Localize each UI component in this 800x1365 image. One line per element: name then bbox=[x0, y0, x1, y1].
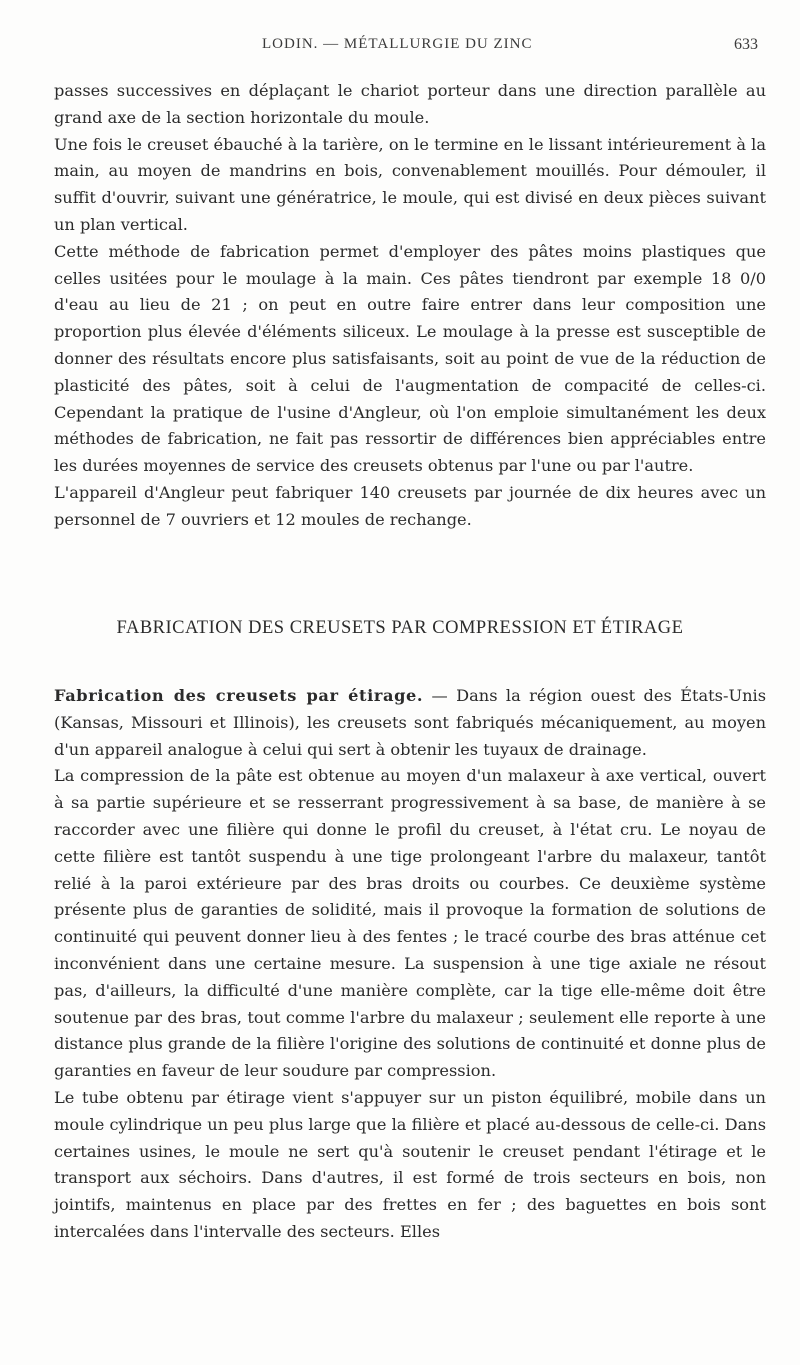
paragraph-runin bbox=[54, 683, 766, 763]
paragraph: La compression de la pâte est obtenue au moyen d'un malaxeur à axe vertical, ouvert à sa partie supérieure et se resserrant progressivement à sa base, de manière à se raccorder avec une filière qui donne le profil du creuset, à l'état cru. Le noyau de cette filière est tantôt suspendu à une tige prolongeant l'arbre du malaxeur, tantôt relié à la paroi extérieure par des bras droits ou courbes. Ce deuxième système présente plus de garanties de solidité, mais il provoque la formation de solutions de continuité qui peuvent donner lieu à des fentes ; le tracé courbe des bras atténue cet inconvénient dans une certaine mesure. La suspension à une tige axiale ne résout pas, d'ailleurs, la difficulté d'une manière complète, car la tige elle-même doit être soutenue par des bras, tout comme l'arbre du malaxeur ; seulement elle reporte à une distance plus grande de la filière l'origine des solutions de continuité et donne plus de garanties en faveur de leur soudure par compression. bbox=[54, 766, 766, 1081]
section-heading: FABRICATION DES CREUSETS PAR COMPRESSION ET ÉTIRAGE bbox=[116, 618, 684, 638]
running-header bbox=[0, 36, 800, 60]
paragraph: L'appareil d'Angleur peut fabriquer 140 creusets par journée de dix heures avec un personnel de 7 ouvriers et 12 moules de rechange. bbox=[54, 482, 766, 529]
paragraph: Le tube obtenu par étirage vient s'appuyer sur un piston équilibré, mobile dans un moule cylindrique un peu plus large que la filière et placé au-dessous de celle-ci. Dans certaines usines, le moule ne sert qu'à soutenir le creuset pendant l'étirage et le transport aux séchoirs. Dans d'autres, il est formé de trois secteurs en bois, non jointifs, maintenus en place par des frettes en fer ; des baguettes en bois sont intercalées dans l'intervalle des secteurs. Elles bbox=[54, 1087, 766, 1241]
body-text-top bbox=[54, 78, 766, 534]
paragraph-continuation: passes successives en déplaçant le chariot porteur dans une direction parallèle au grand axe de la section horizontale du moule. bbox=[54, 81, 766, 127]
runin-text: — Dans la région ouest des États-Unis (Kansas, Missouri et Illinois), les creusets sont fabriqués mécaniquement, au moyen d'un appareil analogue à celui qui sert à obtenir les tuyaux de drainage. bbox=[54, 686, 767, 759]
paragraph: Une fois le creuset ébauché à la tarière, on le termine en le lissant intérieurement à la main, au moyen de mandrins en bois, convenablement mouillés. Pour démouler, il suffit d'ouvrir, suivant une génératrice, le moule, qui est divisé en deux pièces suivant un plan vertical. bbox=[54, 134, 766, 234]
body-text-bottom bbox=[54, 683, 766, 1246]
runin-heading: Fabrication des creusets par étirage. bbox=[54, 686, 424, 705]
running-header-title: LODIN. — MÉTALLURGIE DU ZINC bbox=[262, 36, 533, 52]
paragraph: Cette méthode de fabrication permet d'employer des pâtes moins plastiques que celles usitées pour le moulage à la main. Ces pâtes tiendront par exemple 18 0/0 d'eau au lieu de 21 ; on peut en outre faire entrer dans leur composition une proportion plus élevée d'éléments siliceux. Le moulage à la presse est susceptible de donner des résultats encore plus satisfaisants, soit au point de vue de la réduction de plasticité des pâtes, soit à celui de l'augmentation de compacité de celles-ci. Cependant la pratique de l'usine d'Angleur, où l'on emploie simultanément les deux méthodes de fabrication, ne fait pas ressortir de différences bien appréciables entre les durées moyennes de service des creusets obtenus par l'une ou par l'autre. bbox=[54, 241, 766, 476]
page-number: 633 bbox=[734, 36, 758, 53]
